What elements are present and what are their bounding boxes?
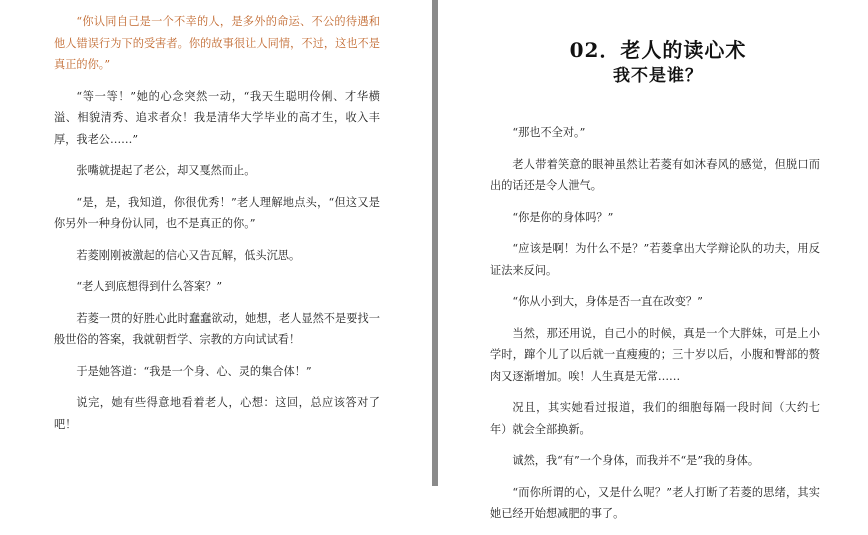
left-paragraph: 张嘴就提起了老公，却又戛然而止。: [76, 164, 256, 177]
right-paragraph: 诚然，我“有”一个身体，而我并不“是”我的身体。: [512, 454, 760, 467]
right-paragraph: 况且，其实她看过报道，我们的细胞每隔一段时间（大约七年）就会全部换新。: [490, 401, 820, 436]
left-paragraph: 于是她答道：“我是一个身、心、灵的集合体！”: [76, 364, 312, 378]
left-paragraph: 说完，她有些得意地看着老人，心想：这回，总应该答对了吧！: [54, 396, 380, 431]
left-page: [0, 0, 432, 486]
right-paragraph: “你是你的身体吗？”: [512, 210, 614, 224]
left-paragraph: “你认同自己是一个不幸的人，是多外的命运、不公的待遇和他人错误行为下的受害者。你的故事很让人同情，不过，这也不是真正的你。”: [54, 15, 380, 71]
right-page: [438, 0, 868, 520]
left-paragraph: 若菱刚刚被激起的信心又告瓦解，低头沉思。: [76, 248, 301, 262]
chapter-title: 02．老人的读心术: [569, 38, 747, 62]
right-paragraph: “应该是啊！为什么不是？”若菱拿出大学辩论队的功夫，用反证法来反问。: [490, 242, 820, 277]
left-paragraph: “等一等！”她的心念突然一动，“我天生聪明伶俐、才华横溢、相貌清秀、追求者众！我是清华大学毕业的高才生，收入丰厚，我老公……”: [54, 89, 380, 146]
left-text-block: [54, 11, 380, 445]
right-paragraph: 当然，那还用说，自己小的时候，真是一个大胖妹，可是上小学时，蹿个儿了以后就一直瘦瘦的；三十岁以后，小腹和臀部的赘肉又逐渐增加。唉！人生真是无常……: [490, 326, 820, 383]
left-paragraph: “老人到底想得到什么答案？”: [76, 280, 223, 293]
left-paragraph: “是，是，我知道，你很优秀！”老人理解地点头，“但这又是你另外一种身份认同，也不是真正的你。”: [54, 195, 380, 230]
right-paragraph: “那也不全对。”: [512, 126, 586, 139]
right-paragraph: 老人带着笑意的眼神虽然让若菱有如沐春风的感觉，但脱口而出的话还是令人泄气。: [490, 157, 820, 192]
chapter-subtitle: 我不是谁？: [613, 66, 703, 86]
right-paragraph: “你从小到大，身体是否一直在改变？”: [512, 295, 703, 308]
right-paragraph: “而你所谓的心，又是什么呢？”老人打断了若菱的思绪，其实她已经开始想减肥的事了。: [490, 485, 820, 520]
right-text-block: [490, 122, 820, 535]
left-paragraph: 若菱一贯的好胜心此时蠢蠢欲动，她想，老人显然不是要找一般世俗的答案，我就朝哲学、宗教的方向试试看！: [54, 311, 380, 346]
